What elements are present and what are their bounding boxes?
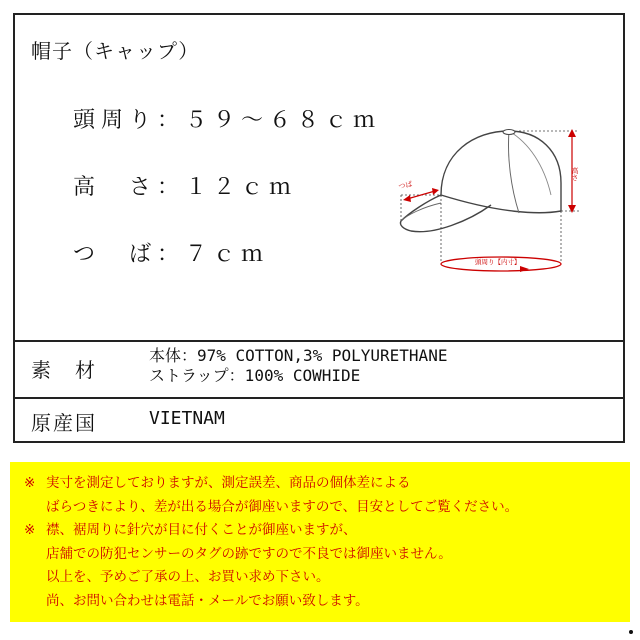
origin-label: 原産国 (31, 411, 97, 435)
notice-line: 店舗での防犯センサーのタグの跡ですので不良では御座いません。 (46, 545, 452, 562)
origin-value: VIETNAM (149, 408, 225, 429)
head-circumference: 頭周り：５９～６８ｃｍ (73, 108, 382, 133)
notice-mark: ※ (24, 475, 36, 491)
height-diagram-label: 高さ (571, 167, 579, 181)
product-title: 帽子（キャップ） (31, 39, 200, 63)
material-value (149, 346, 447, 386)
material-section (15, 342, 623, 399)
notice-line: 以上を、予めご了承の上、お買い求め下さい。 (46, 569, 330, 585)
cap-height: 高 さ：１２ｃｍ (73, 175, 298, 200)
head-diagram-label: 頭周り【内寸】 (475, 258, 521, 266)
material-label: 素 材 (31, 358, 97, 382)
spec-table (13, 13, 625, 443)
notice-line: 尚、お問い合わせは電話・メールでお願い致します。 (46, 592, 369, 609)
notice-box (10, 462, 630, 622)
brim-length: つ ば：７ｃｍ (73, 242, 270, 267)
material-strap: ストラップ：100% COWHIDE (149, 366, 361, 385)
corner-dot (629, 630, 633, 634)
material-body: 本体：97% COTTON,3% POLYURETHANE (149, 346, 448, 365)
notice-mark: ※ (24, 522, 36, 538)
notice-line: ばらつきにより、差が出る場合が御座いますので、目安としてご覧ください。 (46, 498, 519, 515)
size-section (15, 15, 623, 342)
notice-line: ※ 襟、裾周りに針穴が目に付くことが御座いますが、 (24, 519, 630, 543)
cap-diagram (379, 103, 579, 273)
origin-section (15, 399, 623, 441)
brim-diagram-label: つば (397, 180, 414, 191)
notice-line: ※ 実寸を測定しておりますが、測定誤差、商品の個体差による (24, 472, 630, 496)
